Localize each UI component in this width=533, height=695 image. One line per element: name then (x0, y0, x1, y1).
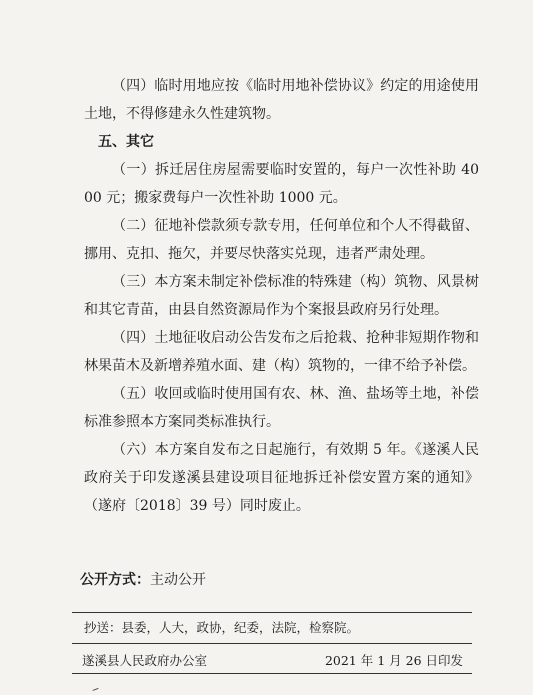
section-heading-other: 五、其它 (98, 134, 154, 150)
paragraph-compensation-funds: （二）征地补偿款须专款专用，任何单位和个人不得截留、挪用、克扣、拖欠，并要尽快落实兑现，违者严肃处理。 (84, 218, 479, 262)
publication-label: 公开方式： (80, 572, 150, 588)
issue-date: 2021 年 1 月 26 日印发 (324, 653, 463, 668)
paragraph-no-compensation: （四）土地征收启动公告发布之后抢栽、抢种非短期作物和林果苗木及新增养殖水面、建（构）筑物的，一律不给予补偿。 (84, 330, 479, 374)
paragraph-state-land: （五）收回或临时使用国有农、林、渔、盐场等土地，补偿标准参照本方案同类标准执行。 (84, 386, 479, 430)
bottom-divider (72, 673, 472, 674)
issuer-office: 遂溪县人民政府办公室 (82, 653, 208, 668)
middle-divider (72, 643, 472, 644)
paragraph-resettlement-subsidy: （一）拆迁居住房屋需要临时安置的，每户一次性补助 4000 元；搬家费每户一次性补助 1000 元。 (84, 162, 479, 206)
paragraph-effective-date: （六）本方案自发布之日起施行，有效期 5 年。《遂溪人民政府关于印发遂溪县建设项目征地拆迁补偿安置方案的通知》（遂府〔2018〕39 号）同时废止。 (84, 442, 479, 514)
scan-mark (91, 685, 98, 691)
cc-line: 抄送：县委，人大，政协，纪委，法院，检察院。 (84, 620, 360, 635)
paragraph-temporary-land: （四）临时用地应按《临时用地补偿协议》约定的用途使用土地，不得修建永久性建筑物。 (84, 78, 479, 122)
publication-value: 主动公开 (150, 572, 206, 588)
paragraph-special-structures: （三）本方案未制定补偿标准的特殊建（构）筑物、风景树和其它青苗，由县自然资源局作为个案报县政府另行处理。 (84, 274, 479, 318)
top-divider (72, 612, 472, 613)
publication-method (80, 568, 206, 592)
